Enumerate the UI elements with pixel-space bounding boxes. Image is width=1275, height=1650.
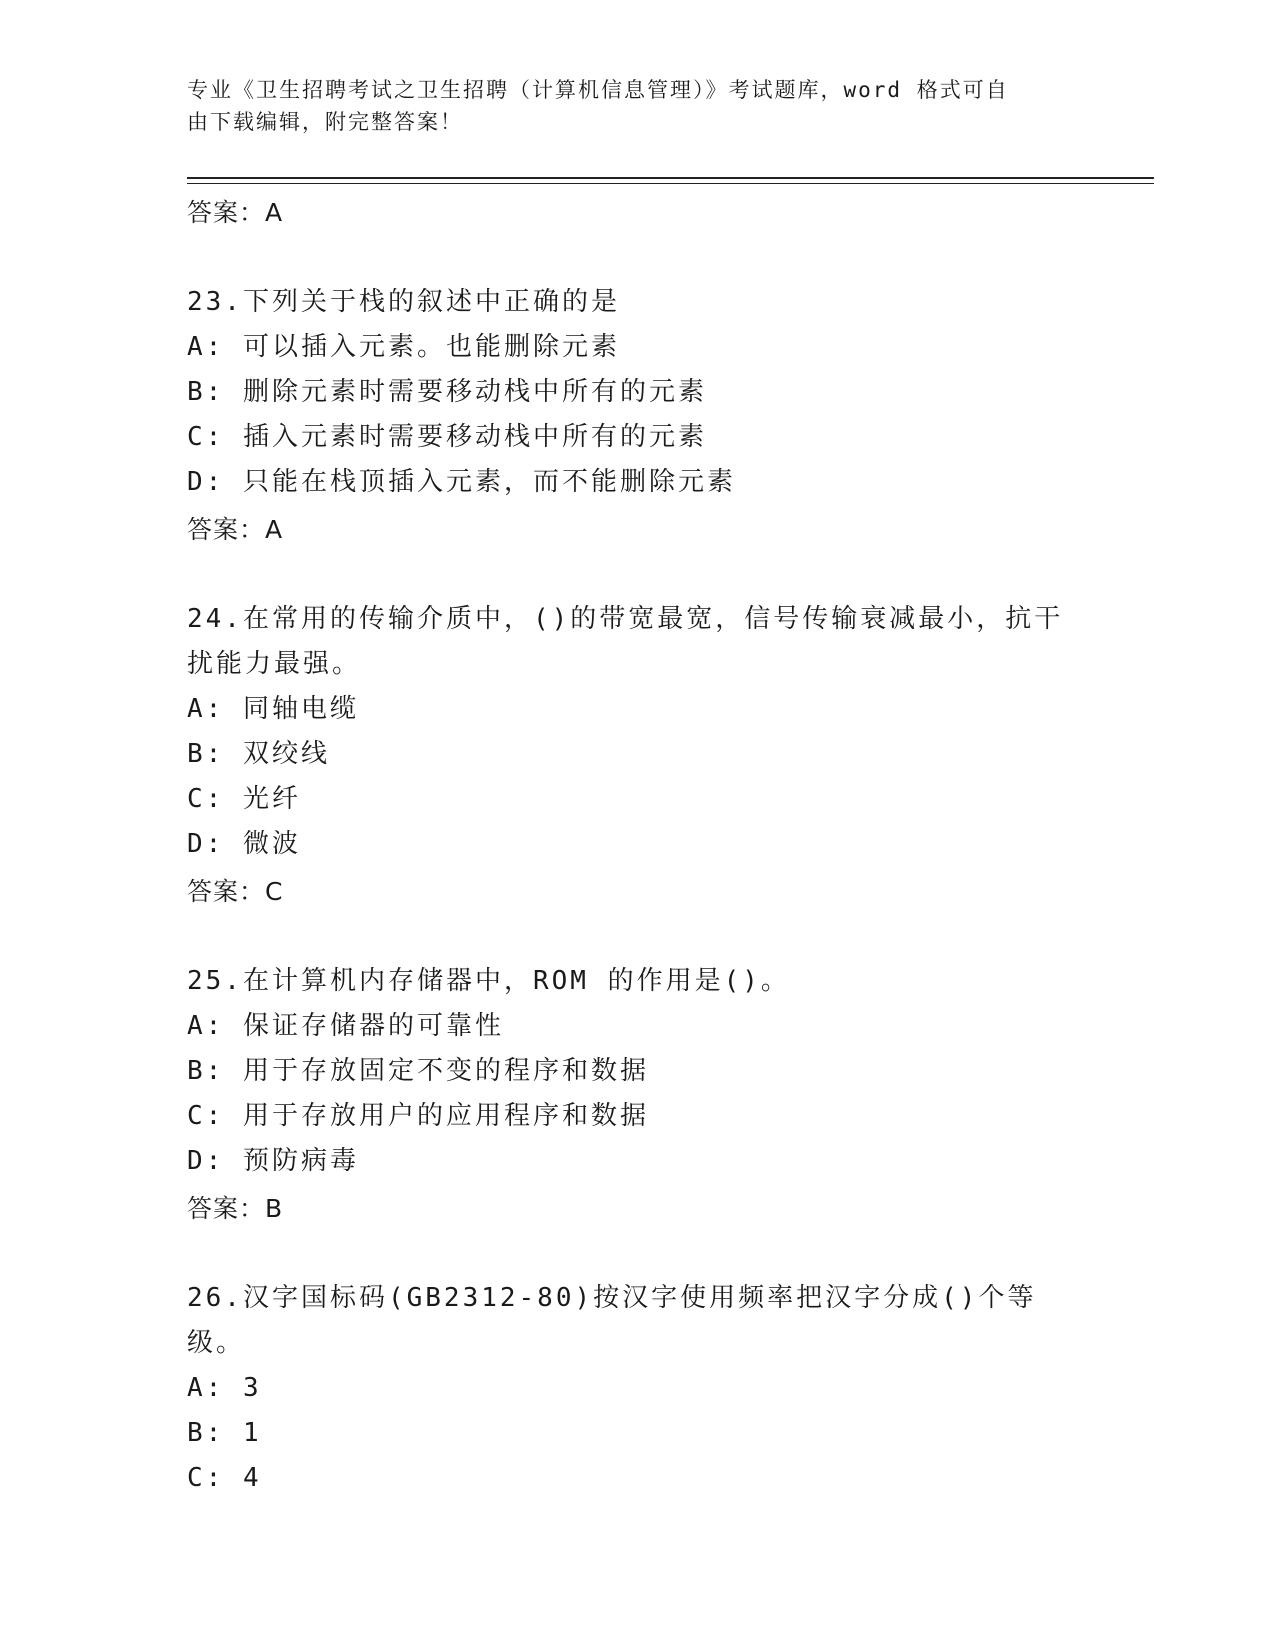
option-a: A: 3 [187,1373,262,1403]
option-d: D: 只能在栈顶插入元素，而不能删除元素 [187,467,736,497]
header-rule-thin [187,183,1154,184]
option-c: C: 用于存放用户的应用程序和数据 [187,1101,649,1131]
option-d: D: 微波 [187,829,301,859]
option-c: C: 插入元素时需要移动栈中所有的元素 [187,422,707,452]
question-block-24 [187,597,1087,915]
header-rule-thick [187,177,1154,179]
question-text: 24.在常用的传输介质中，()的带宽最宽，信号传输衰减最小，抗干扰能力最强。 [187,604,1064,679]
question-text: 26.汉字国标码(GB2312-80)按汉字使用频率把汉字分成()个等级。 [187,1283,1037,1358]
question-block-26 [187,1276,1087,1501]
answer-line: 答案：B [187,1194,284,1223]
option-a: A: 可以插入元素。也能删除元素 [187,332,620,362]
option-c: C: 4 [187,1463,262,1493]
answer-line: 答案：C [187,877,284,906]
option-b: B: 用于存放固定不变的程序和数据 [187,1056,649,1086]
answer-line: 答案：A [187,515,284,544]
option-d: D: 预防病毒 [187,1146,359,1176]
option-a: A: 同轴电缆 [187,694,359,724]
question-text: 25.在计算机内存储器中，ROM 的作用是()。 [187,966,790,996]
option-b: B: 双绞线 [187,739,330,769]
question-block-25 [187,959,1087,1232]
document-header [187,74,1087,138]
header-line-1: 专业《卫生招聘考试之卫生招聘（计算机信息管理）》考试题库，word 格式可自 [187,78,1009,102]
option-c: C: 光纤 [187,784,301,814]
question-list [187,190,1087,1501]
question-text: 23.下列关于栈的叙述中正确的是 [187,287,620,317]
option-b: B: 1 [187,1418,262,1448]
previous-answer: 答案：A [187,198,284,227]
option-b: B: 删除元素时需要移动栈中所有的元素 [187,377,707,407]
header-line-2: 由下载编辑，附完整答案！ [187,110,463,134]
option-a: A: 保证存储器的可靠性 [187,1011,504,1041]
question-block-23 [187,280,1087,553]
